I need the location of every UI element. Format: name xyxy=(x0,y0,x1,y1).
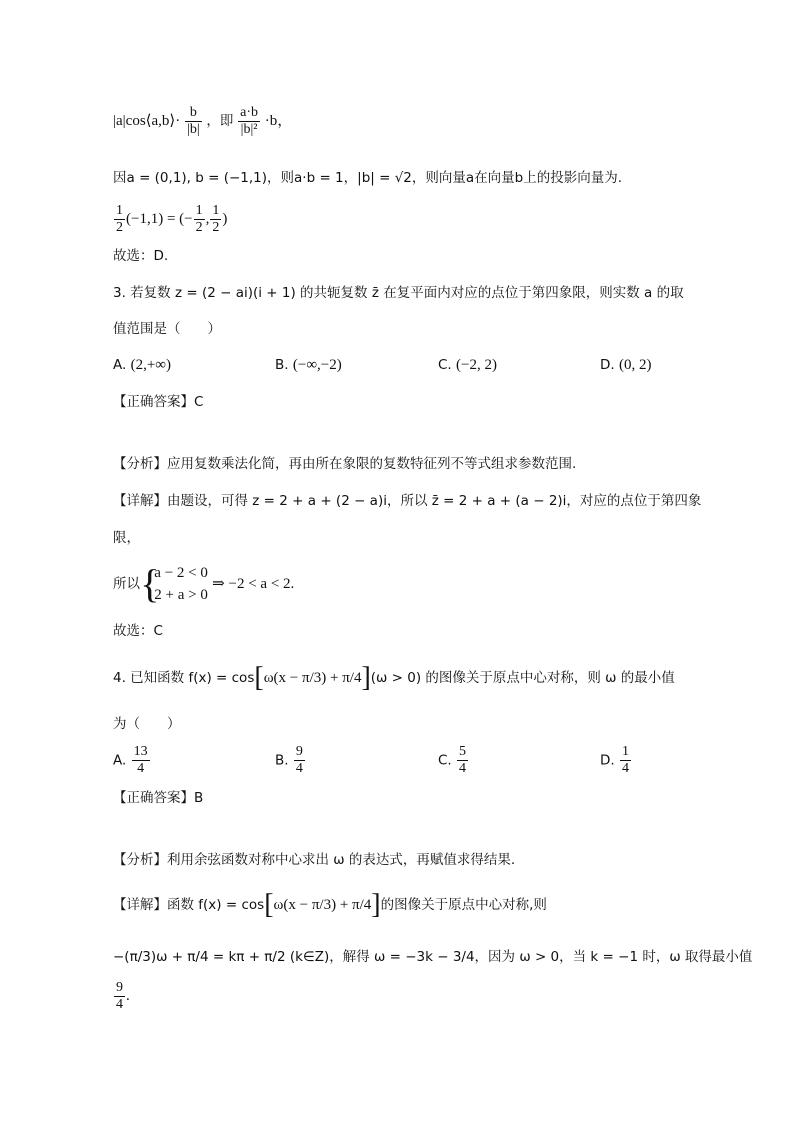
q4-option-d: D. $\frac{1}{4}$ xyxy=(600,744,629,776)
q4-stem-line-2: 为（ ） xyxy=(113,716,181,732)
q3-option-b: B. (−∞,−2) xyxy=(275,357,342,373)
q4-analysis: 【分析】利用余弦函数对称中心求出 ω 的表达式，再赋值求得结果. xyxy=(113,852,516,868)
q4-final-value: $\frac{9}{4}$ . xyxy=(116,980,130,1012)
projection-result: $\frac{1}{2}$ (−1,1) = (− $\frac{1}{2}$ , $\frac{1}{2}$ ) xyxy=(116,203,228,235)
q3-detail-line-2: 限， xyxy=(113,530,140,546)
q4-option-c: C. $\frac{5}{4}$ xyxy=(438,744,467,776)
projection-line: 因a = (0,1), b = (−1,1)，则a·b = 1，|b| = √2，则向量a在向量b上的投影向量为. xyxy=(113,170,623,186)
q4-stem-line-1: 4. 已知函数 f(x) = cos[ω(x − π/3) + π/4](ω > 0) 的图像关于原点中心对称，则 ω 的最小值 xyxy=(113,662,675,693)
q3-inequality-system: 所以 { a − 2 < 0 2 + a > 0 ⇒ −2 < a < 2. xyxy=(113,562,294,606)
q3-option-d: D. (0, 2) xyxy=(600,357,652,373)
q4-option-a: A. $\frac{13}{4}$ xyxy=(113,744,148,776)
q4-answer: 【正确答案】B xyxy=(113,790,204,806)
q3-answer: 【正确答案】C xyxy=(113,394,204,410)
q4-option-b: B. $\frac{9}{4}$ xyxy=(275,744,303,776)
q3-option-a: A. (2,+∞) xyxy=(113,357,171,373)
q3-choose: 故选：C xyxy=(113,623,163,639)
q3-stem-line-1: 3. 若复数 z = (2 − ai)(i + 1) 的共轭复数 z̄ 在复平面内对应的点位于第四象限，则实数 a 的取 xyxy=(113,285,684,301)
q4-detail-line-1: 【详解】函数 f(x) = cos[ω(x − π/3) + π/4]的图像关于原点中心对称,则 xyxy=(113,889,547,920)
q3-detail-line-1: 【详解】由题设，可得 z = 2 + a + (2 − a)i，所以 z̄ = 2 + a + (a − 2)i，对应的点位于第四象 xyxy=(113,493,702,509)
choose-d: 故选：D. xyxy=(113,248,169,264)
q3-stem-line-2: 值范围是（ ） xyxy=(113,321,221,337)
q4-detail-line-2: −(π/3)ω + π/4 = kπ + π/2 (k∈Z)，解得 ω = −3k − 3/4，因为 ω > 0，当 k = −1 时，ω 取得最小值 xyxy=(113,949,753,965)
q3-option-c: C. (−2, 2) xyxy=(438,357,497,373)
formula-line-1: |a|cos⟨a,b⟩· $\frac{b}{|b|}$ ，即 $\frac{a\cdot b}{\text{|b|²}}$ ·b， xyxy=(113,105,293,137)
q3-analysis: 【分析】应用复数乘法化简，再由所在象限的复数特征列不等式组求参数范围. xyxy=(113,456,577,472)
